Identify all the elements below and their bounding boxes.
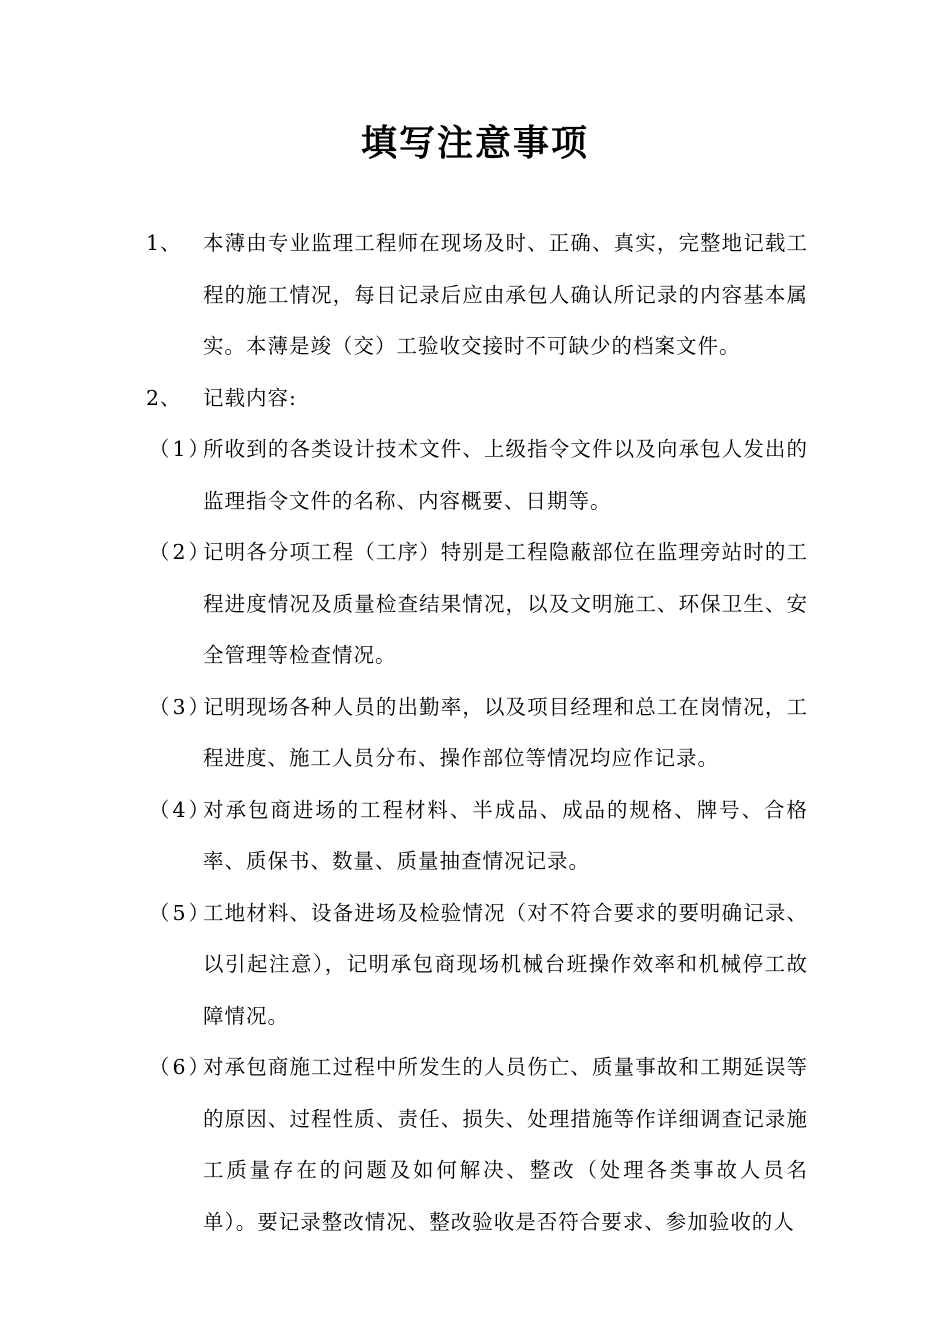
page-title: 填写注意事项 — [360, 122, 589, 164]
item-number: （3） — [149, 694, 213, 719]
item-number: （1） — [149, 437, 213, 461]
item-number: （4） — [149, 797, 213, 822]
list-item — [0, 424, 808, 527]
list-item — [0, 218, 808, 373]
item-text: 记载内容: — [203, 385, 297, 410]
item-text: 所收到的各类设计技术文件、上级指令文件以及向承包人发出的监理指令文件的名称、内容概要、日期等。 — [203, 437, 808, 513]
list-item — [0, 527, 808, 682]
item-number: 2、 — [146, 385, 182, 410]
notes-list — [0, 218, 950, 1248]
list-item — [0, 373, 808, 425]
item-text: 本薄由专业监理工程师在现场及时、正确、真实，完整地记载工程的施工情况，每日记录后应由承包人确认所记录的内容基本属实。本薄是竣（交）工验收交接时不可缺少的档案文件。 — [203, 231, 808, 358]
item-text: 对承包商施工过程中所发生的人员伤亡、质量事故和工期延误等的原因、过程性质、责任、损失、处理措施等作详细调查记录施工质量存在的问题及如何解决、整改（处理各类事故人员名单）。要记录整改情况、整改验收是否符合要求、参加验收的人 — [203, 1055, 808, 1234]
item-number: （5） — [149, 900, 213, 925]
item-number: （6） — [149, 1055, 213, 1079]
item-number: 1、 — [146, 231, 182, 255]
list-item — [0, 682, 808, 785]
item-text: 工地材料、设备进场及检验情况（对不符合要求的要明确记录、以引起注意），记明承包商现场机械台班操作效率和机械停工故障情况。 — [203, 900, 808, 1028]
item-text: 对承包商进场的工程材料、半成品、成品的规格、牌号、合格率、质保书、数量、质量抽查情况记录。 — [203, 797, 808, 873]
list-item — [0, 1042, 808, 1248]
list-item — [0, 888, 808, 1043]
list-item — [0, 785, 808, 888]
item-number: （2） — [149, 540, 213, 564]
item-text: 记明现场各种人员的出勤率，以及项目经理和总工在岗情况，工程进度、施工人员分布、操作部位等情况均应作记录。 — [203, 694, 808, 770]
item-text: 记明各分项工程（工序）特别是工程隐蔽部位在监理旁站时的工程进度情况及质量检查结果情况，以及文明施工、环保卫生、安全管理等检查情况。 — [203, 540, 808, 667]
